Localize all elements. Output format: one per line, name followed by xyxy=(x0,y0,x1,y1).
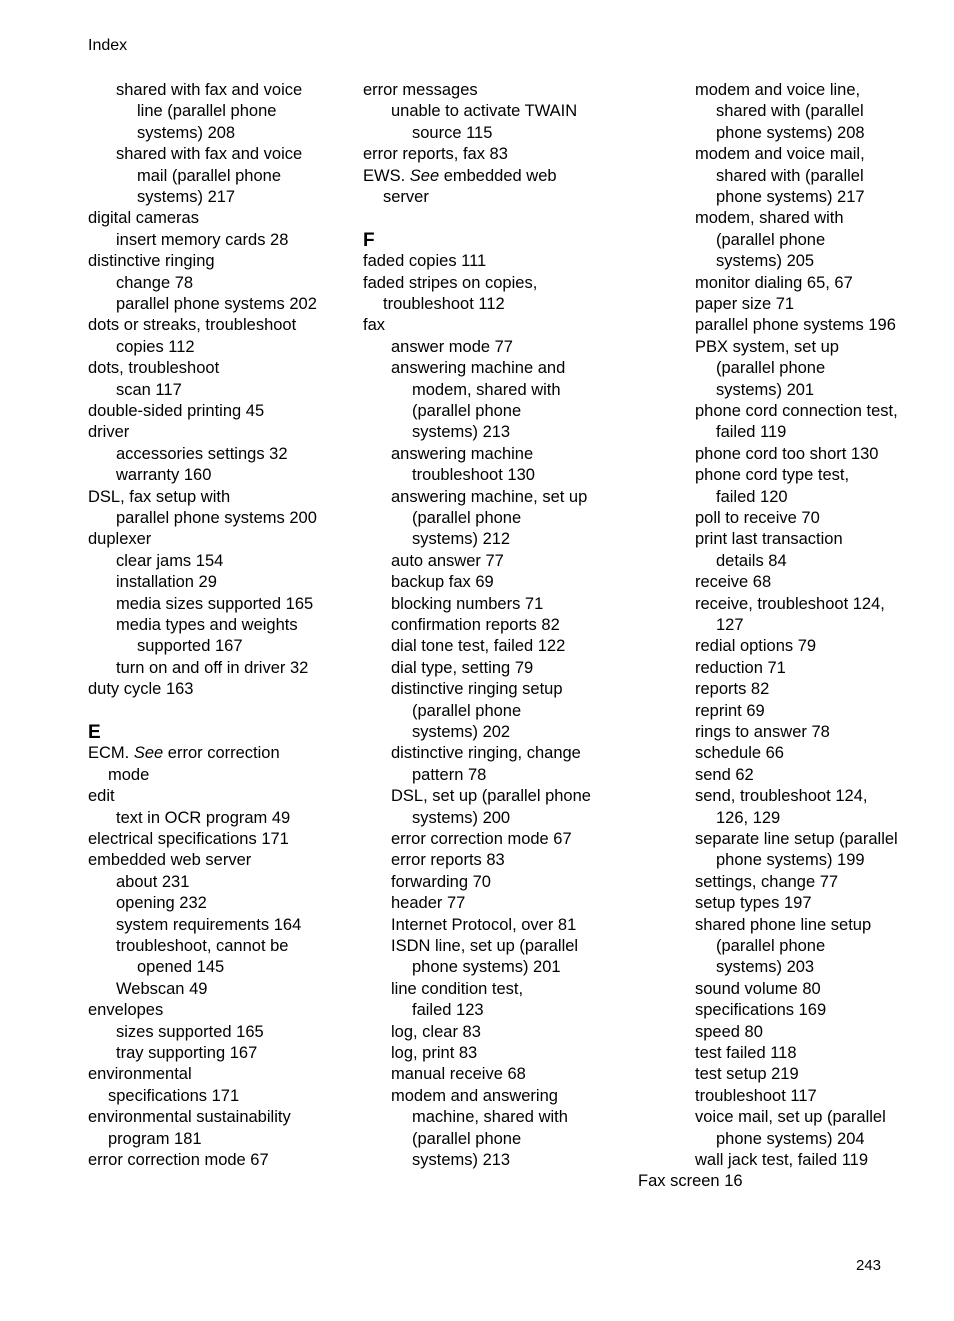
index-entry: header 77 xyxy=(391,894,466,913)
index-entry: server xyxy=(383,188,429,206)
index-entry xyxy=(363,166,557,187)
index-entry: modem and voice mail, xyxy=(695,145,865,164)
index-entry: envelopes xyxy=(88,1001,164,1020)
index-entry: warranty 160 xyxy=(116,466,212,485)
index-entry-text: EWS. xyxy=(363,166,410,185)
see-reference: See xyxy=(133,744,164,763)
index-entry-text: error correction xyxy=(163,744,280,763)
index-entry: media sizes supported 165 xyxy=(116,594,314,613)
index-entry: 127 xyxy=(716,616,744,634)
index-entry: program 181 xyxy=(108,1129,202,1148)
index-entry: setup types 197 xyxy=(695,894,812,913)
index-entry: faded copies 111 xyxy=(363,252,487,271)
index-entry: poll to receive 70 xyxy=(695,509,820,527)
index-entry: opening 232 xyxy=(116,894,207,913)
index-entry: specifications 169 xyxy=(695,1001,827,1020)
index-entry: wall jack test, failed 119 xyxy=(695,1151,869,1169)
index-entry-text: embedded web xyxy=(439,166,557,185)
index-entry: phone systems) 208 xyxy=(716,123,865,142)
index-entry: failed 123 xyxy=(412,1001,484,1020)
index-entry: shared with fax and voice xyxy=(116,145,303,164)
index-entry: ISDN line, set up (parallel xyxy=(391,937,579,955)
index-entry xyxy=(88,743,280,764)
index-entry: distinctive ringing setup xyxy=(391,680,563,699)
index-entry: parallel phone systems 196 xyxy=(695,316,896,335)
index-entry: tray supporting 167 xyxy=(116,1044,258,1062)
index-entry: (parallel phone xyxy=(412,402,522,420)
index-entry: answering machine and xyxy=(391,359,566,378)
index-entry: machine, shared with xyxy=(412,1108,568,1127)
index-entry: modem, shared with xyxy=(695,209,844,228)
index-entry: digital cameras xyxy=(88,209,199,228)
index-entry: copies 112 xyxy=(116,337,195,356)
index-entry: phone systems) 217 xyxy=(716,188,865,206)
index-entry: receive 68 xyxy=(695,573,772,592)
index-entry: schedule 66 xyxy=(695,744,784,763)
index-entry: systems) 201 xyxy=(716,380,815,399)
index-entry: phone systems) 199 xyxy=(716,851,865,870)
index-entry: system requirements 164 xyxy=(116,915,302,934)
index-entry: clear jams 154 xyxy=(116,551,224,570)
index-entry: (parallel phone xyxy=(412,509,522,527)
index-entry: supported 167 xyxy=(137,637,243,656)
index-entry: send 62 xyxy=(695,765,754,784)
index-entry: unable to activate TWAIN xyxy=(391,102,578,121)
index-entry: reduction 71 xyxy=(695,658,786,677)
index-entry: double-sided printing 45 xyxy=(88,402,265,420)
index-entry: duty cycle 163 xyxy=(88,680,194,699)
index-entry: driver xyxy=(88,423,130,442)
index-letter-heading: F xyxy=(363,229,375,251)
index-entry: dial type, setting 79 xyxy=(391,658,534,677)
index-entry: phone cord connection test, xyxy=(695,402,898,420)
index-entry: DSL, fax setup with xyxy=(88,487,231,506)
index-entry: accessories settings 32 xyxy=(116,444,288,463)
index-entry: forwarding 70 xyxy=(391,872,491,891)
index-entry: systems) 212 xyxy=(412,530,511,549)
index-entry: error correction mode 67 xyxy=(391,830,572,848)
index-entry: installation 29 xyxy=(116,573,217,592)
index-entry: systems) 213 xyxy=(412,423,511,442)
index-entry: troubleshoot, cannot be xyxy=(116,937,289,955)
index-entry: (parallel phone xyxy=(412,1129,522,1148)
index-entry: source 115 xyxy=(412,123,493,142)
index-entry: Fax screen 16 xyxy=(638,1172,743,1191)
index-entry: line (parallel phone xyxy=(137,102,277,121)
index-entry: paper size 71 xyxy=(695,295,795,313)
index-entry: specifications 171 xyxy=(108,1086,240,1105)
index-entry: mail (parallel phone xyxy=(137,166,281,185)
index-entry: DSL, set up (parallel phone xyxy=(391,787,591,806)
running-header: Index xyxy=(88,37,128,54)
index-entry: dots or streaks, troubleshoot xyxy=(88,316,297,335)
index-entry: failed 120 xyxy=(716,487,788,506)
index-entry: modem and answering xyxy=(391,1086,558,1105)
index-entry: speed 80 xyxy=(695,1022,763,1041)
index-entry: confirmation reports 82 xyxy=(391,616,560,634)
index-entry: error reports 83 xyxy=(391,851,505,870)
index-entry: media types and weights xyxy=(116,616,298,634)
index-entry: backup fax 69 xyxy=(391,573,494,592)
index-entry: send, troubleshoot 124, xyxy=(695,787,868,806)
index-entry: manual receive 68 xyxy=(391,1065,526,1084)
index-entry: log, print 83 xyxy=(391,1044,478,1062)
index-entry: phone systems) 201 xyxy=(412,958,561,977)
index-entry: systems) 202 xyxy=(412,723,511,741)
index-entry: PBX system, set up xyxy=(695,337,839,356)
index-entry: duplexer xyxy=(88,530,152,549)
index-entry: phone cord type test, xyxy=(695,466,850,485)
index-entry: parallel phone systems 200 xyxy=(116,509,317,527)
page-number: 243 xyxy=(856,1257,882,1274)
index-entry: details 84 xyxy=(716,551,787,570)
index-entry: troubleshoot 117 xyxy=(695,1086,817,1105)
index-entry: reprint 69 xyxy=(695,701,765,720)
index-entry: sizes supported 165 xyxy=(116,1022,264,1041)
index-entry: error messages xyxy=(363,81,478,99)
index-entry: mode xyxy=(108,765,150,784)
index-entry: troubleshoot 112 xyxy=(383,295,505,313)
index-entry: fax xyxy=(363,316,386,335)
index-entry: text in OCR program 49 xyxy=(116,808,291,827)
index-entry: line condition test, xyxy=(391,979,524,998)
index-entry: about 231 xyxy=(116,872,190,891)
index-entry: blocking numbers 71 xyxy=(391,594,544,613)
index-entry: systems) 208 xyxy=(137,123,236,142)
index-entry: print last transaction xyxy=(695,530,843,549)
index-entry: sound volume 80 xyxy=(695,979,821,998)
index-entry: shared with (parallel xyxy=(716,102,864,121)
index-entry: systems) 205 xyxy=(716,252,815,271)
index-entry: error reports, fax 83 xyxy=(363,145,508,164)
index-entry: environmental sustainability xyxy=(88,1108,291,1127)
index-entry: reports 82 xyxy=(695,680,770,699)
index-entry: Webscan 49 xyxy=(116,979,208,998)
index-letter-heading: E xyxy=(88,722,101,743)
index-entry: separate line setup (parallel xyxy=(695,830,898,848)
index-entry: (parallel phone xyxy=(716,230,826,249)
index-entry: embedded web server xyxy=(88,851,252,870)
index-entry: modem and voice line, xyxy=(695,81,861,99)
index-entry: troubleshoot 130 xyxy=(412,466,535,485)
index-entry: rings to answer 78 xyxy=(695,723,830,741)
index-entry: (parallel phone xyxy=(716,937,826,955)
index-entry: test failed 118 xyxy=(695,1044,797,1062)
index-entry: systems) 217 xyxy=(137,188,236,206)
index-entry: receive, troubleshoot 124, xyxy=(695,594,885,613)
index-entry: edit xyxy=(88,787,115,806)
index-entry-text: ECM. xyxy=(88,744,134,763)
index-entry: distinctive ringing xyxy=(88,252,215,271)
index-entry: shared with (parallel xyxy=(716,166,864,185)
index-entry: dots, troubleshoot xyxy=(88,359,220,378)
index-entry: turn on and off in driver 32 xyxy=(116,658,309,677)
index-entry: systems) 203 xyxy=(716,958,815,977)
index-entry: insert memory cards 28 xyxy=(116,230,289,249)
index-entry: answering machine, set up xyxy=(391,487,588,506)
index-entry: distinctive ringing, change xyxy=(391,744,581,763)
index-entry: failed 119 xyxy=(716,423,787,442)
index-entry: electrical specifications 171 xyxy=(88,830,289,848)
index-entry: change 78 xyxy=(116,273,194,292)
index-entry: modem, shared with xyxy=(412,380,561,399)
index-entry: answer mode 77 xyxy=(391,337,513,356)
index-entry: dial tone test, failed 122 xyxy=(391,637,566,656)
index-entry: scan 117 xyxy=(116,380,182,399)
index-entry: test setup 219 xyxy=(695,1065,799,1084)
index-entry: pattern 78 xyxy=(412,765,487,784)
index-entry: voice mail, set up (parallel xyxy=(695,1108,886,1127)
index-entry: (parallel phone xyxy=(716,359,826,378)
index-entry: phone systems) 204 xyxy=(716,1129,865,1148)
index-entry: faded stripes on copies, xyxy=(363,273,538,292)
index-entry: answering machine xyxy=(391,444,534,463)
index-entry: redial options 79 xyxy=(695,637,817,656)
index-entry: Internet Protocol, over 81 xyxy=(391,915,577,934)
index-entry: shared with fax and voice xyxy=(116,81,303,99)
index-entry: 126, 129 xyxy=(716,808,781,827)
index-entry: parallel phone systems 202 xyxy=(116,295,317,313)
index-entry: phone cord too short 130 xyxy=(695,444,879,463)
index-entry: monitor dialing 65, 67 xyxy=(695,273,853,292)
index-entry: environmental xyxy=(88,1065,192,1084)
see-reference: See xyxy=(409,166,440,185)
index-entry: systems) 213 xyxy=(412,1151,511,1169)
index-entry: opened 145 xyxy=(137,958,225,977)
index-entry: auto answer 77 xyxy=(391,551,504,570)
index-entry: (parallel phone xyxy=(412,701,522,720)
index-entry: systems) 200 xyxy=(412,808,511,827)
index-entry: shared phone line setup xyxy=(695,915,872,934)
index-entry: settings, change 77 xyxy=(695,872,839,891)
index-entry: log, clear 83 xyxy=(391,1022,481,1041)
index-entry: error correction mode 67 xyxy=(88,1151,269,1169)
